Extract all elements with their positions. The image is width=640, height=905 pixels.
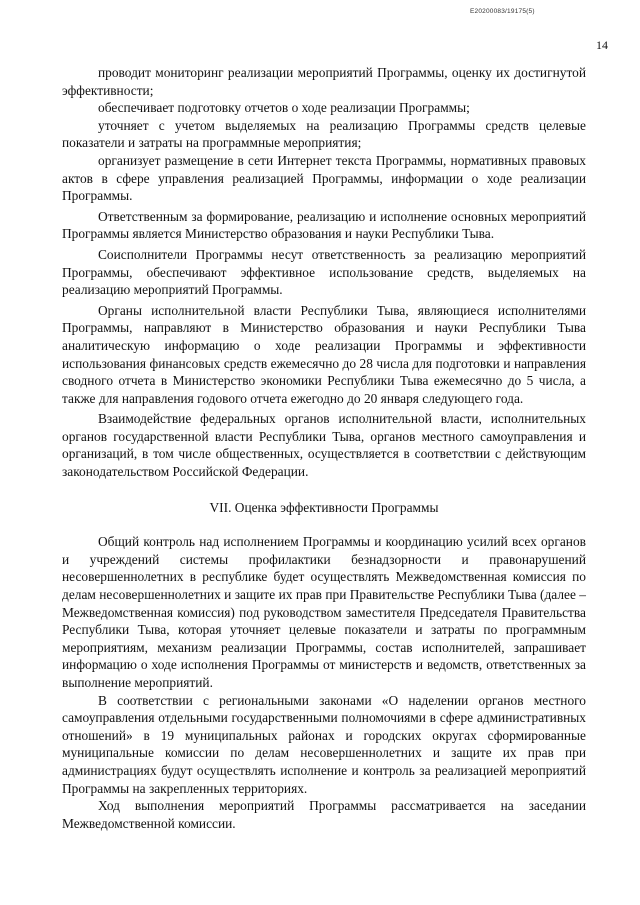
paragraph: В соответствии с региональными законами «О наделении органов местного самоуправления отдельными государственными полномочиями в сфере административных отношений» в 19 муниципальных районах и городских округах сформированные муниципальные комиссии по делам несовершеннолетних и защите их прав при администрациях будут осуществлять исполнение и контроль за реализацией мероприятий Программы на закрепленных территориях.: [62, 692, 586, 796]
paragraph: уточняет с учетом выделяемых на реализацию Программы средств целевые показатели и затраты на программные мероприятия;: [62, 117, 586, 151]
paragraph: проводит мониторинг реализации мероприятий Программы, оценку их достигнутой эффективности;: [62, 65, 586, 98]
paragraph: Взаимодействие федеральных органов исполнительной власти, исполнительных органов государственной власти Республики Тыва, органов местного самоуправления и организаций, в том числе общественных, осуществляется в соответствии с действующим законодательством Российской Федерации.: [62, 411, 586, 480]
paragraph: обеспечивает подготовку отчетов о ходе реализации Программы;: [98, 100, 470, 116]
paragraph: Общий контроль над исполнением Программы и координацию усилий всех органов и учреждений системы профилактики безнадзорности и правонарушений несовершеннолетних в республике будет осуществлять Межведомственная комиссия по делам несовершеннолетних и защите их прав при Правительстве Республики Тыва (далее – Межведомственная комиссия) под руководством заместителя Председателя Правительства Республики Тыва, которая уточняет целевые показатели и затраты по программным мероприятиям, механизм реализации Программы, состав исполнителей, запрашивает информацию о ходе исполнения Программы от министерств и ведомств, ответственных за выполнение мероприятий.: [62, 534, 586, 690]
document-body: [62, 64, 586, 832]
section-title: VII. Оценка эффективности Программы: [209, 499, 439, 515]
paragraph: Соисполнители Программы несут ответственность за реализацию мероприятий Программы, обеспечивают эффективное использование средств, выделяемых на реализацию мероприятий Программы.: [62, 246, 586, 298]
paragraph: организует размещение в сети Интернет текста Программы, нормативных правовых актов в сфере управления реализацией Программы, информации о ходе реализации Программы.: [62, 152, 586, 204]
page-number: 14: [596, 38, 608, 52]
paragraph: Ответственным за формирование, реализацию и исполнение основных мероприятий Программы является Министерство образования и науки Республики Тыва.: [62, 208, 586, 242]
document-id: Е20200083/19175(5): [470, 8, 535, 15]
paragraph: Ход выполнения мероприятий Программы рассматривается на заседании Межведомственной комиссии.: [62, 798, 586, 831]
paragraph: Органы исполнительной власти Республики Тыва, являющиеся исполнителями Программы, направляют в Министерство образования и науки Республики Тыва аналитическую информацию о ходе реализации Программы и эффективности использования финансовых средств ежемесячно до 28 числа для подготовки и направления сводного отчета в Министерство экономики Республики Тыва ежемесячно до 5 числа, а также для направления годового отчета ежегодно до 20 января следующего года.: [62, 302, 586, 406]
